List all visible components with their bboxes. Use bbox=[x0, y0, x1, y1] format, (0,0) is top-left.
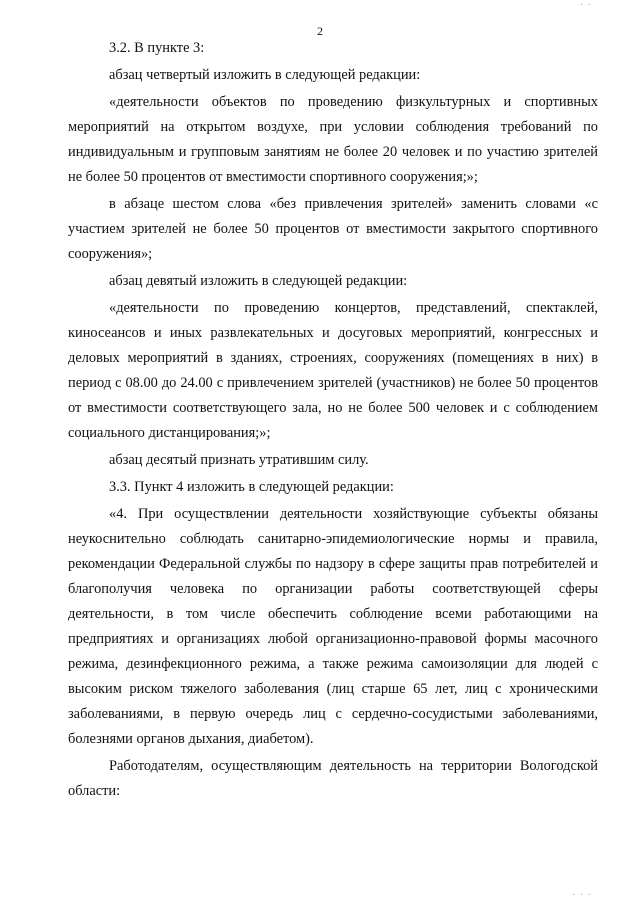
paragraph-employers: Работодателям, осуществляющим деятельность на территории Вологодской области: bbox=[68, 758, 598, 799]
paragraph-abzac-4-intro: абзац четвертый изложить в следующей редакции: bbox=[109, 67, 421, 83]
paragraph-3-3-heading: 3.3. Пункт 4 изложить в следующей редакции: bbox=[109, 479, 394, 495]
paragraph-point-4-text: «4. При осуществлении деятельности хозяйствующие субъекты обязаны неукоснительно соблюдать санитарно-эпидемиологические нормы и правила, рекомендации Федеральной службы по надзору в сфере защиты прав потребителей и благополучия человека по организации работы соответствующей сферы деятельности, в том числе обеспечить соблюдение всеми работающими на предприятиях и организациях любой организационно-правовой формы масочного режима, дезинфекционного режима, а также режима самоизоляции для людей с высоким риском тяжелого заболевания (лиц старше 65 лет, лиц с хроническими заболеваниями, в первую очередь лиц с сердечно-сосудистыми заболеваниями, болезнями органов дыхания, диабетом). bbox=[68, 506, 598, 747]
document-body bbox=[68, 36, 598, 804]
page-number: 2 bbox=[317, 24, 323, 38]
paragraph-abzac-4-text: «деятельности объектов по проведению физкультурных и спортивных мероприятий на открытом воздухе, при условии соблюдения требований по индивидуальным и групповым занятиям не более 20 человек и по участию зрителей не более 50 процентов от вместимости спортивного сооружения;»; bbox=[68, 94, 598, 185]
paragraph-abzac-10-void: абзац десятый признать утратившим силу. bbox=[109, 452, 369, 468]
paragraph-3-2-heading: 3.2. В пункте 3: bbox=[109, 40, 205, 56]
paragraph-abzac-6-change: в абзаце шестом слова «без привлечения зрителей» заменить словами «с участием зрителей не более 50 процентов от вместимости закрытого спортивного сооружения»; bbox=[68, 196, 598, 262]
scan-artifact-top: · · bbox=[579, 0, 592, 11]
paragraph-abzac-9-intro: абзац девятый изложить в следующей редакции: bbox=[109, 273, 408, 289]
scan-artifact-bottom: · · · bbox=[572, 890, 592, 901]
paragraph-abzac-9-text: «деятельности по проведению концертов, представлений, спектаклей, киносеансов и иных развлекательных и досуговых мероприятий, конгрессных и деловых мероприятий в зданиях, строениях, сооружениях (помещениях в них) в период с 08.00 до 24.00 с привлечением зрителей (участников) не более 50 процентов от вместимости соответствующего зала, но не более 500 человек и с соблюдением социального дистанцирования;»; bbox=[68, 300, 598, 441]
